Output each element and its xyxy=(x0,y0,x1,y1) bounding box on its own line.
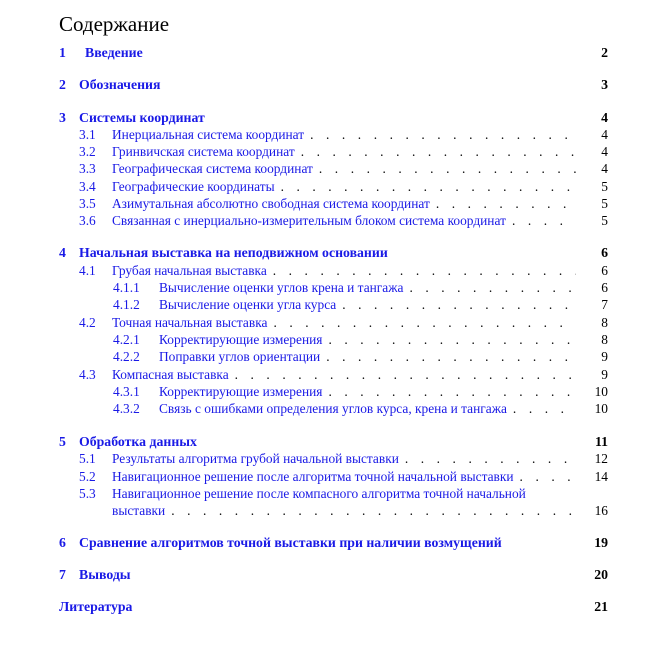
toc-entry-title[interactable]: Гринвичская система координат xyxy=(112,144,295,159)
toc-entry-title[interactable]: Связанная с инерциально-измерительным блоком система координат xyxy=(112,213,506,228)
toc-leader-dots xyxy=(322,331,576,348)
toc-page-number[interactable]: 5 xyxy=(601,213,608,228)
toc-subsubsection-entry[interactable] xyxy=(0,400,666,417)
toc-entry-number[interactable]: 3.6 xyxy=(79,213,96,228)
toc-entry-title[interactable]: Азимутальная абсолютно свободная система координат xyxy=(112,196,430,211)
toc-subsubsection-entry[interactable] xyxy=(0,383,666,400)
toc-entry-title[interactable]: Обработка данных xyxy=(79,434,197,449)
toc-entry-title[interactable]: Компасная выставка xyxy=(112,367,229,382)
toc-entry-number[interactable]: 1 xyxy=(59,45,66,60)
toc-leader-dots xyxy=(336,296,576,313)
toc-leader-dots xyxy=(267,262,576,279)
toc-page-number[interactable]: 8 xyxy=(601,332,608,347)
toc-page-number[interactable]: 5 xyxy=(601,196,608,211)
toc-entry-title[interactable]: Инерциальная система координат xyxy=(112,127,305,142)
toc-leader-dots xyxy=(506,212,576,229)
toc-page-number[interactable]: 16 xyxy=(594,503,608,518)
toc-entry-number[interactable]: 4.3 xyxy=(79,367,96,382)
toc-subsubsection-entry[interactable] xyxy=(0,279,666,296)
toc-page-number[interactable]: 4 xyxy=(601,161,608,176)
toc-entry-title[interactable]: Грубая начальная выставка xyxy=(112,263,267,278)
toc-page-number[interactable]: 19 xyxy=(594,535,608,550)
toc-leader-dots xyxy=(320,348,576,365)
toc-subsection-entry[interactable] xyxy=(0,160,666,177)
toc-entry-title[interactable]: Вычисление оценки углов крена и тангажа xyxy=(159,280,404,295)
toc-entry-title[interactable]: Корректирующие измерения xyxy=(159,384,323,399)
toc-section-entry[interactable] xyxy=(0,76,666,93)
toc-entry-number[interactable]: 4.1 xyxy=(79,263,96,278)
toc-subsection-entry[interactable] xyxy=(0,143,666,160)
toc-entry-number[interactable]: 4.3.1 xyxy=(113,384,140,399)
toc-subsection-entry[interactable] xyxy=(0,485,666,502)
toc-entry-number[interactable]: 3 xyxy=(59,110,66,125)
toc-subsection-entry[interactable] xyxy=(0,178,666,195)
toc-entry-number[interactable]: 3.2 xyxy=(79,144,96,159)
toc-entry-number[interactable]: 2 xyxy=(59,77,66,92)
toc-entry-number[interactable]: 4 xyxy=(59,245,66,260)
toc-entry-number[interactable]: 5 xyxy=(59,434,66,449)
toc-page-number[interactable]: 9 xyxy=(601,367,608,382)
toc-subsubsection-entry[interactable] xyxy=(0,331,666,348)
toc-entry-title[interactable]: Географическая система координат xyxy=(112,161,313,176)
toc-entry-title[interactable]: Системы координат xyxy=(79,110,205,125)
toc-entry-title[interactable]: Точная начальная выставка xyxy=(112,315,268,330)
toc-entry-number[interactable]: 4.1.2 xyxy=(113,297,140,312)
toc-subsection-entry[interactable] xyxy=(0,366,666,383)
toc-entry-title[interactable]: Сравнение алгоритмов точной выставки при наличии возмущений xyxy=(79,535,502,550)
toc-page-number[interactable]: 8 xyxy=(601,315,608,330)
toc-page-number[interactable]: 14 xyxy=(594,469,608,484)
toc-entry-number[interactable]: 3.3 xyxy=(79,161,96,176)
toc-leader-dots xyxy=(165,502,576,519)
toc-title: Содержание xyxy=(59,12,170,36)
toc-leader-dots xyxy=(322,383,576,400)
toc-entry-number[interactable]: 3.5 xyxy=(79,196,96,211)
toc-leader-dots xyxy=(430,195,576,212)
toc-subsubsection-entry[interactable] xyxy=(0,296,666,313)
toc-entry-title[interactable]: Географические координаты xyxy=(112,179,275,194)
toc-entry-title[interactable]: Навигационное решение после алгоритма точной начальной выставки xyxy=(112,469,514,484)
toc-page-number[interactable]: 6 xyxy=(601,263,608,278)
toc-section-entry[interactable] xyxy=(0,244,666,261)
toc-page-number[interactable]: 10 xyxy=(594,384,608,399)
toc-entry-title[interactable]: Навигационное решение после компасного алгоритма точной начальной xyxy=(112,486,526,501)
toc-leader-dots xyxy=(267,314,576,331)
toc-subsection-entry[interactable] xyxy=(0,314,666,331)
toc-entry-number[interactable]: 4.3.2 xyxy=(113,401,140,416)
toc-page-number[interactable]: 6 xyxy=(601,280,608,295)
toc-page-number[interactable]: 5 xyxy=(601,179,608,194)
toc-section-entry[interactable] xyxy=(0,566,666,583)
toc-entry-title[interactable]: Введение xyxy=(85,45,143,60)
toc-subsection-entry[interactable] xyxy=(0,450,666,467)
toc-entry-title[interactable]: выставки xyxy=(112,503,166,518)
toc-page-number[interactable]: 4 xyxy=(601,127,608,142)
toc-entry-title[interactable]: Связь с ошибками определения углов курса, крена и тангажа xyxy=(159,401,507,416)
toc-entry-title[interactable]: Обозначения xyxy=(79,77,161,92)
toc-subsection-entry[interactable] xyxy=(0,262,666,279)
toc-entry-title[interactable]: Вычисление оценки угла курса xyxy=(159,297,337,312)
toc-entry-number[interactable]: 6 xyxy=(59,535,66,550)
toc-section-entry[interactable] xyxy=(0,598,666,615)
toc-section-entry[interactable] xyxy=(0,433,666,450)
toc-subsubsection-entry[interactable] xyxy=(0,348,666,365)
toc-leader-dots xyxy=(275,178,576,195)
toc-entry-number[interactable]: 5.1 xyxy=(79,451,96,466)
toc-entry-number[interactable]: 3.1 xyxy=(79,127,96,142)
toc-page-number[interactable]: 4 xyxy=(601,144,608,159)
toc-page-number[interactable]: 21 xyxy=(594,599,608,614)
toc-leader-dots xyxy=(229,366,576,383)
toc-page-number[interactable]: 10 xyxy=(594,401,608,416)
toc-entry-number[interactable]: 4.2.2 xyxy=(113,349,140,364)
toc-entry-title[interactable]: Выводы xyxy=(79,567,131,582)
toc-subsection-entry[interactable] xyxy=(0,468,666,485)
toc-leader-dots xyxy=(295,143,576,160)
toc-subsection-entry[interactable] xyxy=(0,126,666,143)
toc-page-number[interactable]: 9 xyxy=(601,349,608,364)
toc-entry-number[interactable]: 4.1.1 xyxy=(113,280,140,295)
toc-leader-dots xyxy=(403,279,576,296)
toc-entry-title[interactable]: Результаты алгоритма грубой начальной выставки xyxy=(112,451,399,466)
toc-page-number[interactable]: 4 xyxy=(601,110,608,125)
toc-subsection-entry[interactable] xyxy=(0,195,666,212)
toc-section-entry[interactable] xyxy=(0,534,666,551)
toc-entry-title[interactable]: Поправки углов ориентации xyxy=(159,349,321,364)
toc-entry-number[interactable]: 7 xyxy=(59,567,66,582)
toc-entry-number[interactable]: 4.2.1 xyxy=(113,332,140,347)
toc-leader-dots xyxy=(514,468,576,485)
toc-subsection-entry[interactable] xyxy=(0,502,666,519)
toc-page-number[interactable]: 3 xyxy=(601,77,608,92)
toc-section-entry[interactable] xyxy=(0,109,666,126)
toc-page-number[interactable]: 11 xyxy=(594,434,608,449)
toc-page-number[interactable]: 6 xyxy=(601,245,608,260)
toc-entry-number[interactable]: 5.3 xyxy=(79,486,96,501)
toc-leader-dots xyxy=(313,160,576,177)
toc-entry-number[interactable]: 5.2 xyxy=(79,469,96,484)
toc-leader-dots xyxy=(399,450,576,467)
toc-subsection-entry[interactable] xyxy=(0,212,666,229)
toc-page-number[interactable]: 2 xyxy=(601,45,608,60)
toc-entry-title[interactable]: Начальная выставка на неподвижном основании xyxy=(79,245,388,260)
toc-entry-title[interactable]: Корректирующие измерения xyxy=(159,332,323,347)
toc-entry-number[interactable]: 4.2 xyxy=(79,315,96,330)
toc-page-number[interactable]: 7 xyxy=(601,297,608,312)
toc-page-number[interactable]: 12 xyxy=(594,451,608,466)
toc-entry-number[interactable]: 3.4 xyxy=(79,179,96,194)
toc-section-entry[interactable] xyxy=(0,44,666,61)
toc-page-number[interactable]: 20 xyxy=(594,567,608,582)
toc-leader-dots xyxy=(304,126,576,143)
toc-entry-title[interactable]: Литература xyxy=(59,599,133,614)
toc-leader-dots xyxy=(507,400,576,417)
